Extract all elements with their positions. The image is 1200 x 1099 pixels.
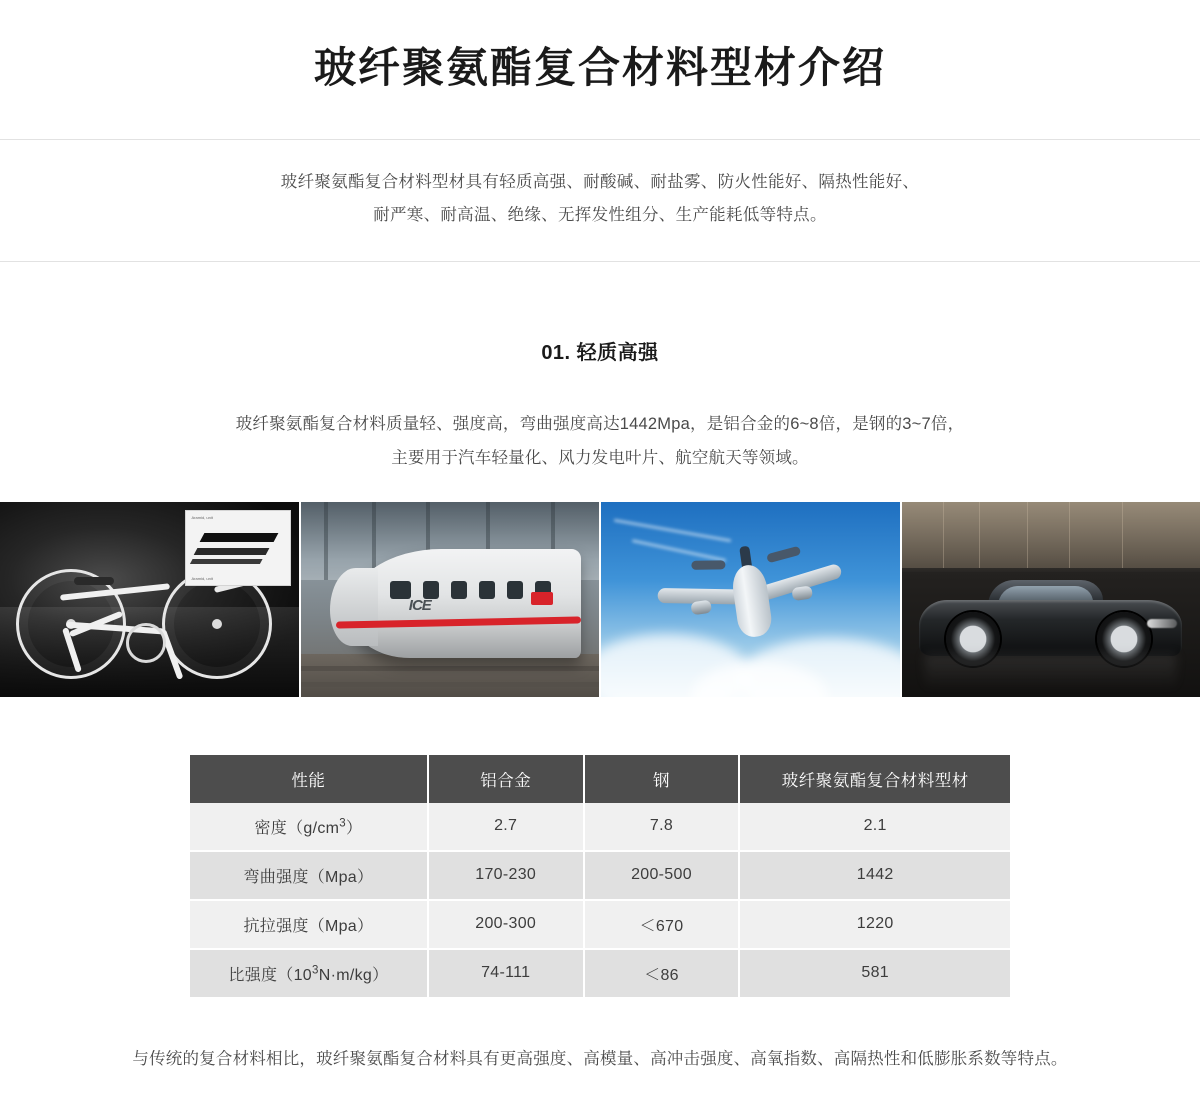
section-description — [0, 408, 1200, 476]
rail-far — [301, 682, 600, 687]
cell-aluminum: 2.7 — [428, 803, 584, 851]
cell-composite: 581 — [739, 949, 1010, 998]
cell-composite: 1220 — [739, 900, 1010, 949]
table-row — [190, 803, 1010, 851]
train-nose — [330, 568, 378, 646]
footnote: 与传统的复合材料相比，玻纤聚氨酯复合材料具有更高强度、高模量、高冲击强度、高氧指数、高隔热性和低膨胀系数等特点。 — [0, 1045, 1200, 1069]
spec-table — [190, 755, 1010, 999]
gallery-image-sports-car — [902, 502, 1200, 697]
image-gallery — [0, 502, 1200, 697]
cell-composite: 1442 — [739, 851, 1010, 900]
bicycle-saddle — [74, 577, 114, 585]
car-headlight — [1147, 619, 1177, 628]
section-desc-line-2: 主要用于汽车轻量化、风力发电叶片、航空航天等领域。 — [0, 442, 1200, 476]
cell-composite: 2.1 — [739, 803, 1010, 851]
cell-aluminum: 170-230 — [428, 851, 584, 900]
sports-car-illustration — [919, 564, 1182, 665]
bicycle-chainring — [126, 623, 166, 663]
airplane-fuselage — [730, 562, 774, 638]
gallery-image-bicycle — [0, 502, 299, 697]
title-block — [0, 0, 1200, 139]
table-header-steel: 钢 — [584, 755, 740, 803]
section-heading — [537, 336, 662, 366]
cell-property: 比强度$(10^3N\cdot m/kg)$ — [190, 949, 428, 998]
intro-band — [0, 139, 1200, 263]
gallery-image-airplane — [601, 502, 900, 697]
table-header-property: 性能 — [190, 755, 428, 803]
section-heading-wrap — [0, 336, 1200, 366]
cell-property: 密度$(g/cm^3)$ — [190, 803, 428, 851]
cell-steel: 7.8 — [584, 803, 740, 851]
intro-line-1: 玻纤聚氨酯复合材料型材具有轻质高强、耐酸碱、耐盐雾、防火性能好、隔热性能好、 — [0, 166, 1200, 200]
swatch-bottom-label: Aramid, unit — [192, 576, 213, 581]
cell-aluminum: 74-111 — [428, 949, 584, 998]
train-logo-text: ICE — [409, 597, 431, 614]
airplane-engine-left — [691, 599, 713, 615]
train-body — [348, 549, 581, 658]
train-operator-logo — [531, 592, 553, 605]
composite-sheet-swatch — [185, 510, 291, 586]
intro-line-2: 耐严寒、耐高温、绝缘、无挥发性组分、生产能耗低等特点。 — [0, 199, 1200, 233]
rail-near — [301, 666, 600, 671]
table-header-aluminum: 铝合金 — [428, 755, 584, 803]
cell-property: 抗拉强度（Mpa） — [190, 900, 428, 949]
section-desc-line-1: 玻纤聚氨酯复合材料质量轻、强度高，弯曲强度高达1442Mpa，是铝合金的6~8倍，是钢的3~7倍， — [0, 408, 1200, 442]
cell-steel: ＜670 — [584, 900, 740, 949]
table-row — [190, 900, 1010, 949]
cell-steel: ＜86 — [584, 949, 740, 998]
cell-aluminum: 200-300 — [428, 900, 584, 949]
table-header-row — [190, 755, 1010, 803]
table-row — [190, 949, 1010, 998]
track-ballast — [301, 654, 600, 697]
spec-table-wrap — [190, 755, 1010, 999]
cell-property: 弯曲强度（Mpa） — [190, 851, 428, 900]
airplane-engine-right — [792, 585, 814, 601]
airplane-tailplane-right — [766, 546, 801, 563]
airplane-tailplane-left — [692, 560, 726, 570]
car-floor-reflection — [925, 654, 1176, 689]
swatch-sheet-layers — [199, 533, 278, 542]
gallery-image-train — [301, 502, 600, 697]
swatch-top-label: Aramid, unit — [192, 515, 213, 520]
cell-steel: 200-500 — [584, 851, 740, 900]
section-heading-label: 01. 轻质高强 — [541, 342, 658, 364]
table-header-composite: 玻纤聚氨酯复合材料型材 — [739, 755, 1010, 803]
page-title: 玻纤聚氨酯复合材料型材介绍 — [0, 42, 1200, 95]
table-row — [190, 851, 1010, 900]
